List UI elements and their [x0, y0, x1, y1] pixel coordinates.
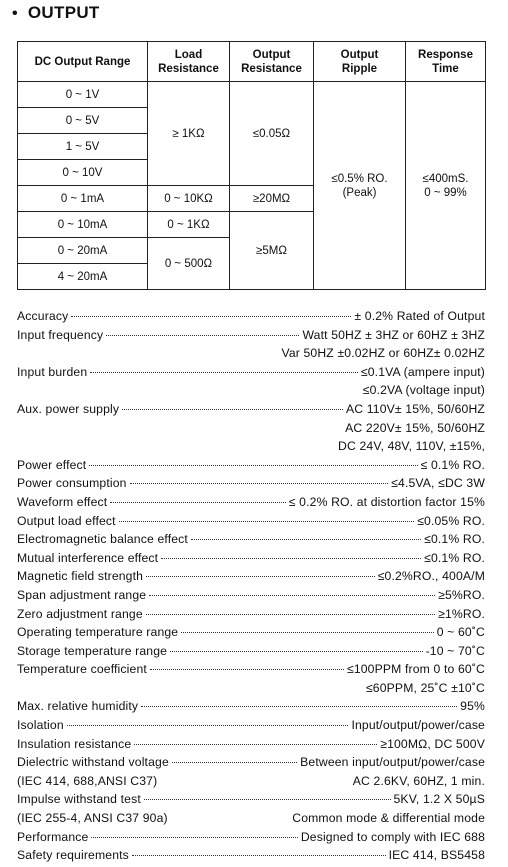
load-1ma-cell: 0 ~ 10KΩ [148, 186, 230, 212]
spec-aux-power-cont-2: DC 24V, 48V, 110V, ±15%, [338, 439, 485, 454]
spec-accuracy: Accuracy ± 0.2% Rated of Output [17, 309, 485, 323]
output-ma-cell: ≥5MΩ [230, 212, 314, 290]
spec-operating-temp: Operating temperature range 0 ~ 60˚C [17, 625, 485, 640]
ripple-cell: ≤0.5% RO. (Peak) [314, 82, 406, 290]
range-cell: 0 ~ 1V [18, 82, 148, 108]
range-cell: 0 ~ 10mA [18, 212, 148, 238]
section-title: OUTPUT [27, 3, 100, 22]
spec-dielectric: Dielectric withstand voltage Between input/output/power/case [17, 755, 485, 770]
table-header-row [18, 42, 486, 82]
output-spec-table [17, 41, 486, 290]
spec-aux-power-cont-1: AC 220V± 15%, 50/60HZ [345, 420, 485, 435]
range-cell: 0 ~ 5V [18, 108, 148, 134]
spec-zero-adjustment: Zero adjustment range ≥1%RO. [17, 606, 485, 621]
header-output-resistance: Output Resistance [230, 42, 314, 82]
range-cell: 4 ~ 20mA [18, 264, 148, 290]
spec-temp-coefficient-cont: ≤60PPM, 25˚C ±10˚C [365, 680, 485, 695]
load-voltage-cell: ≥ 1KΩ [148, 82, 230, 186]
table-row [18, 82, 486, 108]
load-20ma-cell: 0 ~ 500Ω [148, 238, 230, 290]
range-cell: 0 ~ 10V [18, 160, 148, 186]
spec-waveform-effect: Waveform effect ≤ 0.2% RO. at distortion factor 15% [17, 494, 485, 509]
header-output-ripple: Output Ripple [314, 42, 406, 82]
output-voltage-cell: ≤0.05Ω [230, 82, 314, 186]
spec-input-frequency-cont: Var 50HZ ±0.02HZ or 60HZ± 0.02HZ [281, 346, 485, 361]
section-heading [12, 3, 100, 23]
spec-input-frequency: Input frequency Watt 50HZ ± 3HZ or 60HZ ± 3HZ [17, 327, 485, 342]
spec-input-burden-cont: ≤0.2VA (voltage input) [362, 383, 485, 398]
spec-output-load-effect: Output load effect ≤0.05% RO. [17, 513, 485, 528]
spec-power-consumption: Power consumption ≤4.5VA, ≤DC 3W [17, 476, 485, 491]
spec-power-effect: Power effect ≤ 0.1% RO. [17, 457, 485, 472]
spec-safety: Safety requirements IEC 414, BS5458 [17, 848, 485, 863]
range-cell: 0 ~ 20mA [18, 238, 148, 264]
spec-em-balance: Electromagnetic balance effect ≤0.1% RO. [17, 532, 485, 547]
spec-aux-power: Aux. power supply AC 110V± 15%, 50/60HZ [17, 401, 485, 416]
spec-list [17, 309, 485, 867]
spec-temp-coefficient: Temperature coefficient ≤100PPM from 0 to 60˚C [17, 662, 485, 677]
header-dc-output-range: DC Output Range [18, 42, 148, 82]
spec-storage-temp: Storage temperature range -10 ~ 70˚C [17, 643, 485, 658]
spec-input-burden: Input burden ≤0.1VA (ampere input) [17, 364, 485, 379]
range-cell: 1 ~ 5V [18, 134, 148, 160]
spec-dielectric-sub: (IEC 414, 688,ANSI C37) AC 2.6KV, 60HZ, 1 min. [17, 773, 485, 788]
spec-impulse: Impulse withstand test 5KV, 1.2 X 50µS [17, 792, 485, 807]
spec-impulse-sub: (IEC 255-4, ANSI C37 90a) Common mode & differential mode [17, 811, 485, 826]
spec-mutual-interference: Mutual interference effect ≤0.1% RO. [17, 550, 485, 565]
spec-magnetic-field: Magnetic field strength ≤0.2%RO., 400A/M [17, 569, 485, 584]
response-cell: ≤400mS. 0 ~ 99% [406, 82, 486, 290]
spec-humidity: Max. relative humidity 95% [17, 699, 485, 714]
output-1ma-cell: ≥20MΩ [230, 186, 314, 212]
range-cell: 0 ~ 1mA [18, 186, 148, 212]
spec-span-adjustment: Span adjustment range ≥5%RO. [17, 587, 485, 602]
spec-performance: Performance Designed to comply with IEC 688 [17, 829, 485, 844]
load-10ma-cell: 0 ~ 1KΩ [148, 212, 230, 238]
bullet-icon: • [12, 5, 18, 22]
header-load-resistance: Load Resistance [148, 42, 230, 82]
header-response-time: Response Time [406, 42, 486, 82]
spec-isolation: Isolation Input/output/power/case [17, 718, 485, 733]
spec-insulation: Insulation resistance ≥100MΩ, DC 500V [17, 736, 485, 751]
